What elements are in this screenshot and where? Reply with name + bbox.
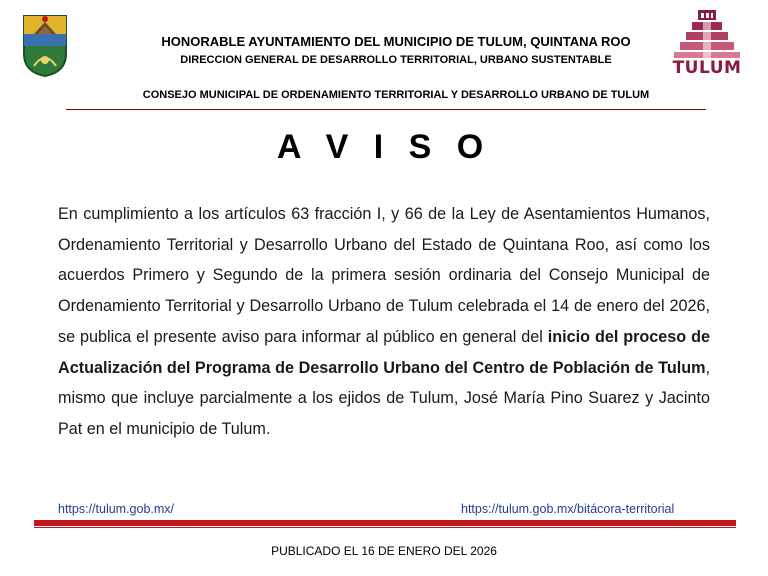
body-text-closing: , mismo que incluye parcialmente a los ejidos de Tulum, José María Pino Suarez y Jacinto Pat en el municipio de Tulum. bbox=[58, 358, 710, 438]
notice-title: A V I S O bbox=[276, 128, 492, 166]
council-title: CONSEJO MUNICIPAL DE ORDENAMIENTO TERRITORIAL Y DESARROLLO URBANO DE TULUM bbox=[142, 89, 650, 101]
footer-divider bbox=[34, 520, 736, 526]
header-subtitle: DIRECCION GENERAL DE DESARROLLO TERRITORIAL, URBANO SUSTENTABLE bbox=[180, 54, 612, 66]
body-text-highlight: inicio del proceso de Actualización del Programa de Desarrollo Urbano del Centro de Población de Tulum bbox=[58, 327, 710, 377]
website-link[interactable]: https://tulum.gob.mx/ bbox=[58, 502, 175, 516]
tulum-pyramid-logo-icon bbox=[668, 8, 746, 80]
footer-divider-thin bbox=[34, 527, 736, 528]
header-divider bbox=[66, 109, 706, 110]
header-title: HONORABLE AYUNTAMIENTO DEL MUNICIPIO DE TULUM, QUINTANA ROO bbox=[161, 34, 631, 49]
logo-wordmark: TULUM bbox=[672, 58, 742, 78]
territorial-log-link[interactable]: https://tulum.gob.mx/bitácora-territorial bbox=[461, 502, 675, 516]
publication-date: PUBLICADO EL 16 DE ENERO DEL 2026 bbox=[271, 544, 497, 558]
notice-body bbox=[58, 199, 710, 445]
body-text-intro: En cumplimiento a los artículos 63 fracción I, y 66 de la Ley de Asentamientos Humanos, Ordenamiento Territorial y Desarrollo Urbano del Estado de Quintana Roo, así como los acuerdos Primero y Segundo de la primera sesión ordinaria del Consejo Municipal de Ordenamiento Territorial y Desarrollo Urbano de Tulum celebrada el 14 de enero del 2026, se publica el presente aviso para informar al público en general del bbox=[58, 205, 710, 346]
